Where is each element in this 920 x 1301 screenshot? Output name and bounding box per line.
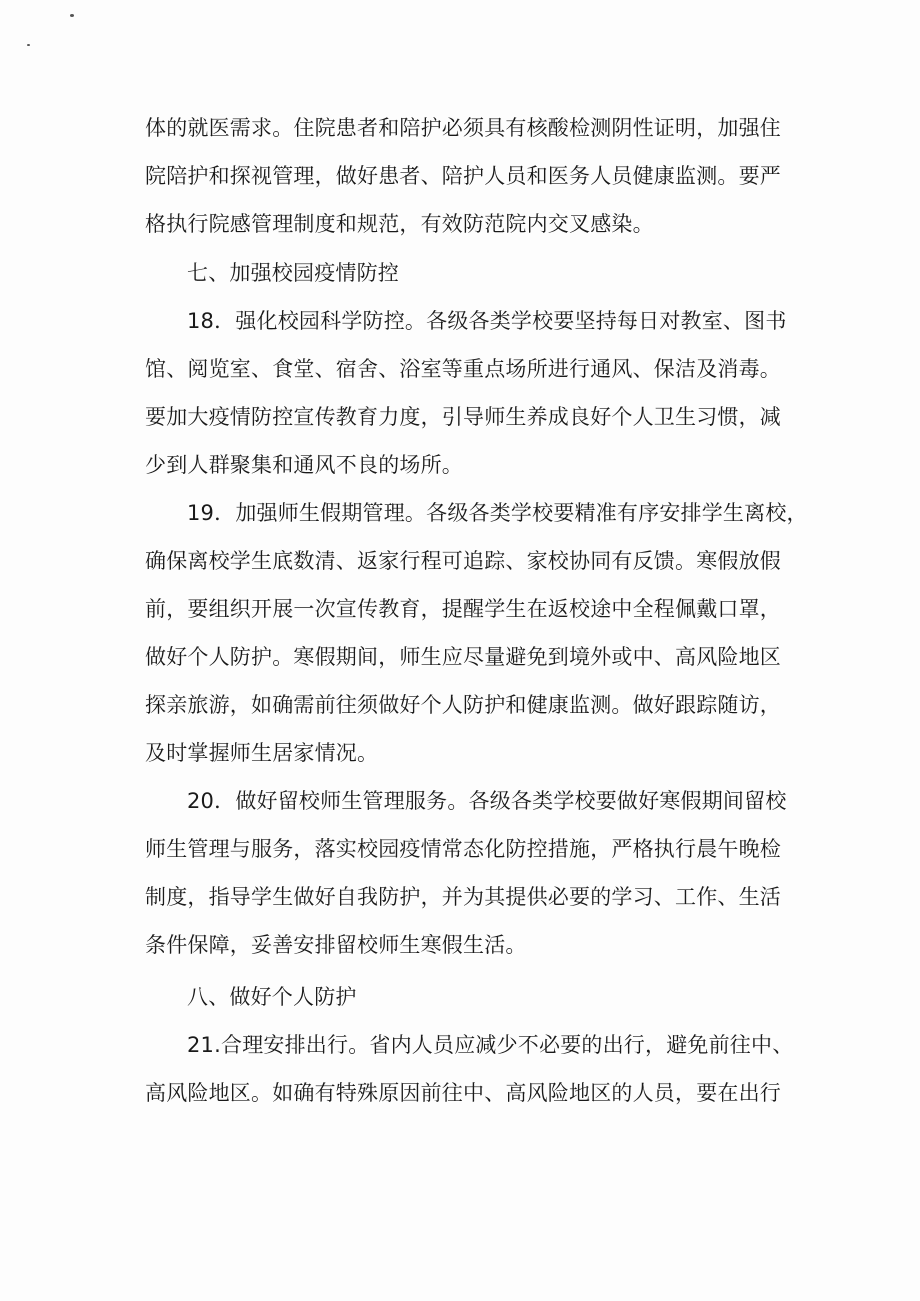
text-line: 20．做好留校师生管理服务。各级各类学校要做好寒假期间留校 [187, 789, 787, 813]
section-heading: 八、做好个人防护 [187, 985, 357, 1009]
text-line: 19．加强师生假期管理。各级各类学校要精准有序安排学生离校， [187, 501, 808, 525]
text-line: 师生管理与服务，落实校园疫情常态化防控措施，严格执行晨午晚检 [145, 837, 781, 861]
scan-speck [27, 44, 30, 46]
text-line: 要加大疫情防控宣传教育力度，引导师生养成良好个人卫生习惯，减 [145, 405, 781, 429]
text-line: 体的就医需求。住院患者和陪护必须具有核酸检测阴性证明，加强住 [145, 116, 781, 140]
text-line: 前，要组织开展一次宣传教育，提醒学生在返校途中全程佩戴口罩， [145, 597, 781, 621]
text-line: 条件保障，妥善安排留校师生寒假生活。 [145, 933, 527, 957]
text-line: 格执行院感管理制度和规范，有效防范院内交叉感染。 [145, 212, 654, 236]
text-line: 21.合理安排出行。省内人员应减少不必要的出行，避免前往中、 [187, 1033, 794, 1057]
section-heading: 七、加强校园疫情防控 [187, 261, 399, 285]
text-line: 制度，指导学生做好自我防护，并为其提供必要的学习、工作、生活 [145, 885, 781, 909]
text-line: 及时掌握师生居家情况。 [145, 741, 379, 765]
text-line: 18．强化校园科学防控。各级各类学校要坚持每日对教室、图书 [187, 309, 787, 333]
text-line: 院陪护和探视管理，做好患者、陪护人员和医务人员健康监测。要严 [145, 164, 781, 188]
text-line: 高风险地区。如确有特殊原因前往中、高风险地区的人员，要在出行 [145, 1081, 781, 1105]
scan-speck [70, 14, 74, 17]
text-line: 探亲旅游，如确需前往须做好个人防护和健康监测。做好跟踪随访， [145, 693, 781, 717]
text-line: 馆、阅览室、食堂、宿舍、浴室等重点场所进行通风、保洁及消毒。 [145, 357, 781, 381]
text-line: 确保离校学生底数清、返家行程可追踪、家校协同有反馈。寒假放假 [145, 549, 781, 573]
text-line: 做好个人防护。寒假期间，师生应尽量避免到境外或中、高风险地区 [145, 645, 781, 669]
text-line: 少到人群聚集和通风不良的场所。 [145, 453, 463, 477]
